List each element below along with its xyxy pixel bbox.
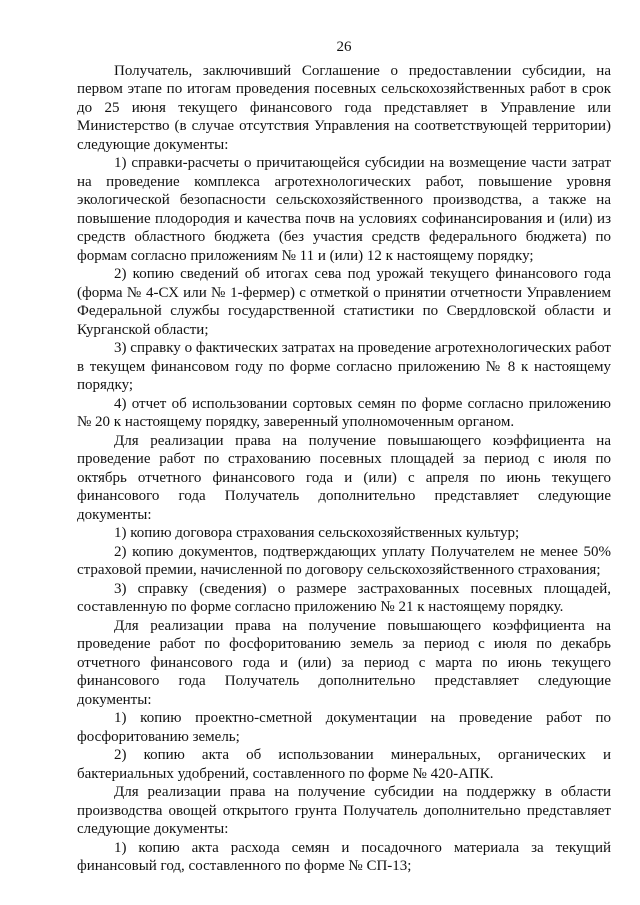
paragraph-insurance-coefficient: Для реализации права на получение повышающего коэффициента на проведение работ по страхованию посевных площадей за период с июля по октябрь отчетного финансового года и (или) с апреля по июнь текущего финансового года Получатель дополнительно представляет следующие документы: <box>77 432 611 523</box>
list-item-actual-costs: 3) справку о фактических затратах на проведение агротехнологических работ в текущем финансовом году по форме согласно приложению № 8 к настоящему порядку; <box>77 340 611 393</box>
paragraph-phosphoritization-coefficient: Для реализации права на получение повышающего коэффициента на проведение работ по фосфоритованию земель за период с июля по декабрь отчетного финансового года и (или) за период с марта по июнь текущего финансового года Получатель дополнительно представляет следующие документы: <box>77 617 611 708</box>
list-item-sowing-results: 2) копию сведений об итогах сева под урожай текущего финансового года (форма № 4-СХ или № 1-фермер) с отметкой о принятии отчетности Управлением Федеральной службы государственной статистики по Свердловской области и Курганской области; <box>77 266 611 338</box>
page-number: 26 <box>336 39 352 55</box>
document-page <box>77 38 611 876</box>
list-item-insurance-payment: 2) копию документов, подтверждающих уплату Получателем не менее 50% страховой премии, начисленной по договору сельскохозяйственного страхования; <box>77 543 611 578</box>
list-item-seed-report: 4) отчет об использовании сортовых семян по форме согласно приложению № 20 к настоящему порядку, заверенный уполномоченным органом. <box>77 395 611 430</box>
list-item-subsidy-calculations: 1) справки-расчеты о причитающейся субсидии на возмещение части затрат на проведение комплекса агротехнологических работ, повышение уровня экологической безопасности сельскохозяйственного производства, а также на повышение плодородия и качества почв на условиях софинансирования и (или) из средств областного бюджета (без участия средств федерального бюджета) по формам согласно приложениям № 11 и (или) 12 к настоящему порядку; <box>77 155 611 264</box>
paragraph-intro: Получатель, заключивший Соглашение о предоставлении субсидии, на первом этапе по итогам проведения посевных сельскохозяйственных работ в срок до 25 июня текущего финансового года представляет в Управление или Министерство (в случае отсутствия Управления на соответствующей территории) следующие документы: <box>77 62 611 153</box>
list-item-design-estimate: 1) копию проектно-сметной документации на проведение работ по фосфоритованию земель; <box>77 710 611 745</box>
paragraph-vegetable-subsidy: Для реализации права на получение субсидии на поддержку в области производства овощей открытого грунта Получатель дополнительно представляет следующие документы: <box>77 784 611 837</box>
list-item-fertilizer-act: 2) копию акта об использовании минеральных, органических и бактериальных удобрений, составленного по форме № 420-АПК. <box>77 747 611 782</box>
list-item-insured-area: 3) справку (сведения) о размере застрахованных посевных площадей, составленную по форме согласно приложению № 21 к настоящему порядку. <box>77 580 611 615</box>
list-item-insurance-contract: 1) копию договора страхования сельскохозяйственных культур; <box>114 525 520 541</box>
list-item-seed-consumption-act: 1) копию акта расхода семян и посадочного материала за текущий финансовый год, составленного по форме № СП-13; <box>77 839 611 874</box>
